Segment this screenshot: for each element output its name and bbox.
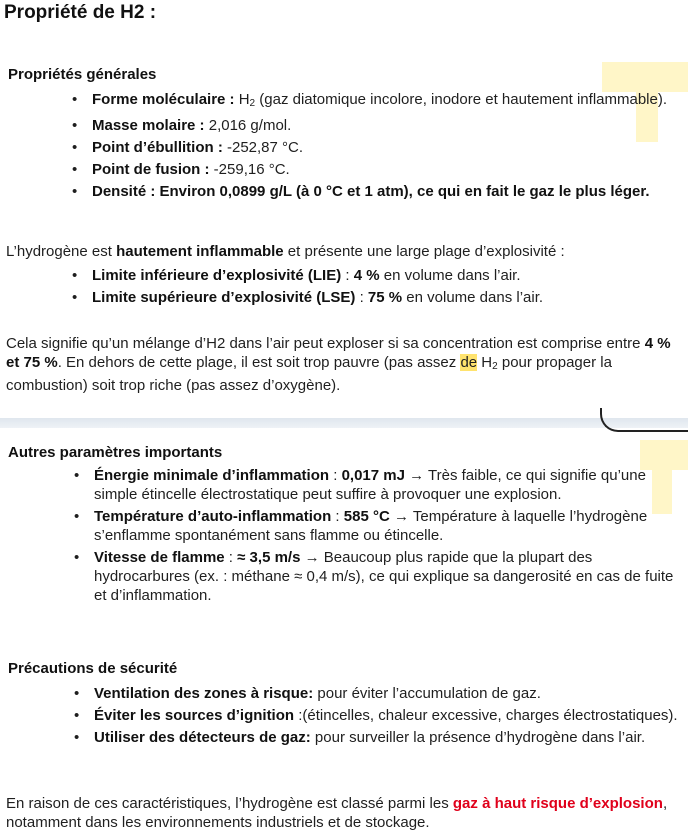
general-list (70, 90, 670, 204)
list-item: • Ventilation des zones à risque: pour éviter l’accumulation de gaz. (72, 684, 680, 703)
list-item: • Limite inférieure d’explosivité (LIE) : 4 % en volume dans l’air. (70, 266, 670, 285)
list-item: • Utiliser des détecteurs de gaz: pour surveiller la présence d’hydrogène dans l’air. (72, 728, 680, 747)
section-divider (0, 418, 688, 428)
list-item: • Limite supérieure d’explosivité (LSE) : 75 % en volume dans l’air. (70, 288, 670, 307)
explosivity-intro: L’hydrogène est hautement inflammable et présente une large plage d’explosivité : (6, 243, 565, 260)
list-item: • Éviter les sources d’ignition :(étincelles, chaleur excessive, charges électrostatiques). (72, 706, 680, 725)
params-heading: Autres paramètres importants (8, 444, 223, 461)
watermark-logo-top (602, 62, 688, 92)
list-item: • Énergie minimale d’inflammation : 0,017 mJ → Très faible, ce qui signifie qu’une simple étincelle électrostatique peut suffire à provoquer une explosion. (72, 466, 680, 504)
list-item: • Vitesse de flamme : ≈ 3,5 m/s → Beaucoup plus rapide que la plupart des hydrocarbures (ex. : méthane ≈ 0,4 m/s), ce qui explique sa dangerosité en cas de fuite et d’inflammation. (72, 548, 680, 605)
list-item: • Température d’auto-inflammation : 585 °C → Température à laquelle l’hydrogène s’enflamme spontanément sans flamme ou étincelle. (72, 507, 680, 545)
explosivity-paragraph: Cela signifie qu’un mélange d’H2 dans l’air peut exploser si sa concentration est comprise entre 4 % et 75 %. En dehors de cette plage, il est soit trop pauvre (pas assez de $H_2$ pour propager la combustion) soit trop riche (pas assez d’oxygène). (6, 335, 671, 394)
conclusion-paragraph: En raison de ces caractéristiques, l’hydrogène est classé parmi les gaz à haut risque d’explosion, notamment dans les environnements industriels et de stockage. (6, 795, 668, 831)
list-item: • Point d’ébullition : -252,87 °C. (70, 138, 670, 157)
divider-curve (600, 408, 688, 432)
list-item: • Densité : Environ 0,0899 g/L (à 0 °C et 1 atm), ce qui en fait le gaz le plus léger. (70, 182, 670, 201)
params-list (72, 466, 680, 608)
list-item: • Masse molaire : 2,016 g/mol. (70, 116, 670, 135)
safety-heading: Précautions de sécurité (8, 660, 178, 677)
page-title: Propriété de H2 : (4, 2, 157, 23)
list-item: • Forme moléculaire : $H_2$ (gaz diatomique incolore, inodore et hautement inflammable). (70, 90, 670, 113)
list-item: • Point de fusion : -259,16 °C. (70, 160, 670, 179)
limits-list (70, 266, 670, 310)
safety-list (72, 684, 680, 750)
general-heading: Propriétés générales (8, 66, 157, 83)
